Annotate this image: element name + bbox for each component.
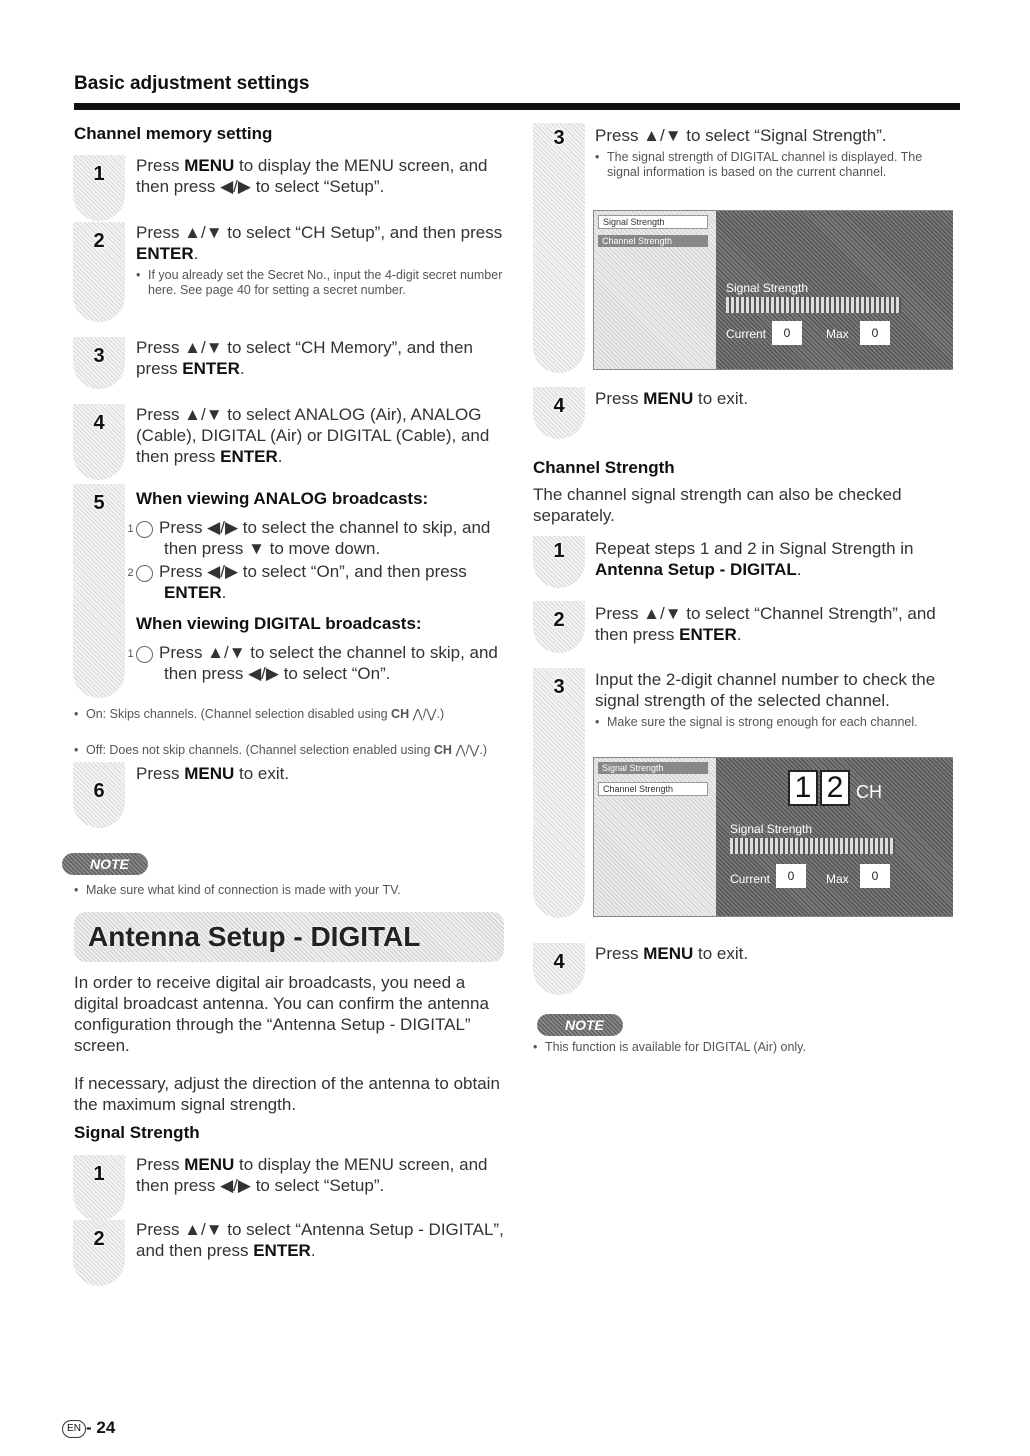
current-value: 0 <box>776 864 806 888</box>
max-label: Max <box>826 872 849 886</box>
step-text: Press MENU to exit. <box>136 764 290 783</box>
step-badge: 4 <box>533 387 585 439</box>
step-badge: 6 <box>73 762 125 828</box>
step-badge: 1 <box>73 1155 125 1221</box>
step-text: Press MENU to display the MENU screen, and then press ◀/▶ to select “Setup”. <box>136 1155 488 1195</box>
bullet-on: • On: Skips channels. (Channel selection disabled using CH ⋀/⋁.) <box>74 706 504 722</box>
section-title-channel-memory: Channel memory setting <box>74 124 273 143</box>
step-badge: 2 <box>73 222 125 322</box>
channel-digit-1: 1 <box>788 770 818 806</box>
step-text: Press ▲/▼ to select “Channel Strength”, and then press ENTER. <box>595 604 936 644</box>
step-text: Press ▲/▼ to select “Antenna Setup - DIGITAL”, and then press ENTER. <box>136 1220 504 1260</box>
step-badge: 4 <box>533 943 585 995</box>
step-badge: 2 <box>73 1220 125 1286</box>
max-label: Max <box>826 327 849 341</box>
step-badge: 5 <box>73 484 125 698</box>
step-sub-note: • If you already set the Secret No., input the 4-digit secret number here. See page 40 for setting a secret number. <box>136 268 506 298</box>
bullet-off: • Off: Does not skip channels. (Channel selection enabled using CH ⋀/⋁.) <box>74 742 504 758</box>
channel-digit-2: 2 <box>820 770 850 806</box>
step-text: Repeat steps 1 and 2 in Signal Strength in Antenna Setup - DIGITAL. <box>595 539 914 579</box>
step-badge: 1 <box>73 155 125 221</box>
step-sub-note: • Make sure the signal is strong enough for each channel. <box>595 715 955 730</box>
step-badge: 4 <box>73 404 125 480</box>
channel-intro: The channel signal strength can also be checked separately. <box>533 485 902 525</box>
step-text: When viewing ANALOG broadcasts: 1 Press ◀/▶ to select the channel to skip, and then press ▼ to move down. 2 Press ◀/▶ to select “On”, and then press ENTER. When viewing DIGITAL broadcasts: 1 Press ▲/▼ to select the channel to skip, and then press ◀/▶ to select “On”. <box>136 488 506 684</box>
circled-number: 2 <box>136 565 153 582</box>
circled-number: 1 <box>136 521 153 538</box>
step-text: Press ▲/▼ to select “CH Memory”, and then press ENTER. <box>136 338 473 378</box>
channel-strength-screen <box>593 757 953 917</box>
note-badge: NOTE <box>537 1014 623 1036</box>
screen-panel <box>716 211 953 369</box>
step-badge: 1 <box>533 536 585 588</box>
screen-panel <box>716 758 953 916</box>
circled-number: 1 <box>136 646 153 663</box>
intro-paragraph: In order to receive digital air broadcasts, you need a digital broadcast antenna. You can confirm the antenna configuration through the “Antenna Setup - DIGITAL” screen. <box>74 973 489 1055</box>
menu-item-channel-strength: Channel Strength <box>598 782 708 796</box>
step-badge: 3 <box>533 668 585 918</box>
signal-label: Signal Strength <box>730 822 813 836</box>
step-sub-note: • The signal strength of DIGITAL channel is displayed. The signal information is based on the current channel. <box>595 150 955 180</box>
intro-paragraph-2: If necessary, adjust the direction of the antenna to obtain the maximum signal strength. <box>74 1074 500 1114</box>
current-label: Current <box>726 327 767 341</box>
note-badge: NOTE <box>62 853 148 875</box>
section-title-signal-strength: Signal Strength <box>74 1123 200 1142</box>
step-text: Press MENU to exit. <box>595 944 749 963</box>
max-value: 0 <box>860 864 890 888</box>
channel-ch-label: CH <box>856 782 882 802</box>
analog-heading: When viewing ANALOG broadcasts: <box>136 489 429 508</box>
page-header-title: Basic adjustment settings <box>74 73 310 94</box>
signal-strength-screen <box>593 210 953 370</box>
current-label: Current <box>730 872 771 886</box>
menu-item-channel-strength: Channel Strength <box>598 235 708 247</box>
step-badge: 3 <box>73 337 125 389</box>
step-text: Press MENU to exit. <box>595 389 749 408</box>
digital-heading: When viewing DIGITAL broadcasts: <box>136 614 422 633</box>
signal-label: Signal Strength <box>726 281 809 295</box>
note-text: • Make sure what kind of connection is made with your TV. <box>74 882 504 898</box>
note-text: • This function is available for DIGITAL (Air) only. <box>533 1039 953 1055</box>
step-text: Press MENU to display the MENU screen, and then press ◀/▶ to select “Setup”. <box>136 156 488 196</box>
step-text: Press ▲/▼ to select “CH Setup”, and then press ENTER. • If you already set the Secret No., input the 4-digit secret number here. See page 40 for setting a secret number. <box>136 222 506 298</box>
en-badge: EN <box>62 1420 86 1438</box>
step-text: Press ▲/▼ to select “Signal Strength”. • The signal strength of DIGITAL channel is displayed. The signal information is based on the current channel. <box>595 125 955 180</box>
max-value: 0 <box>860 321 890 345</box>
header-rule <box>74 103 960 110</box>
step-text: Press ▲/▼ to select ANALOG (Air), ANALOG (Cable), DIGITAL (Air) or DIGITAL (Cable), and then press ENTER. <box>136 405 490 466</box>
current-value: 0 <box>772 321 802 345</box>
menu-item-signal-strength: Signal Strength <box>598 762 708 774</box>
menu-item-signal-strength: Signal Strength <box>598 215 708 229</box>
step-badge: 2 <box>533 601 585 653</box>
step-text: Input the 2-digit channel number to check the signal strength of the selected channel. • Make sure the signal is strong enough for each channel. <box>595 669 955 730</box>
signal-bar <box>726 297 901 313</box>
section-banner-antenna-setup: Antenna Setup - DIGITAL <box>74 912 504 962</box>
section-title-channel-strength: Channel Strength <box>533 458 675 477</box>
step-badge: 3 <box>533 123 585 373</box>
page-number: EN - 24 <box>62 1418 115 1438</box>
signal-bar <box>730 838 895 854</box>
